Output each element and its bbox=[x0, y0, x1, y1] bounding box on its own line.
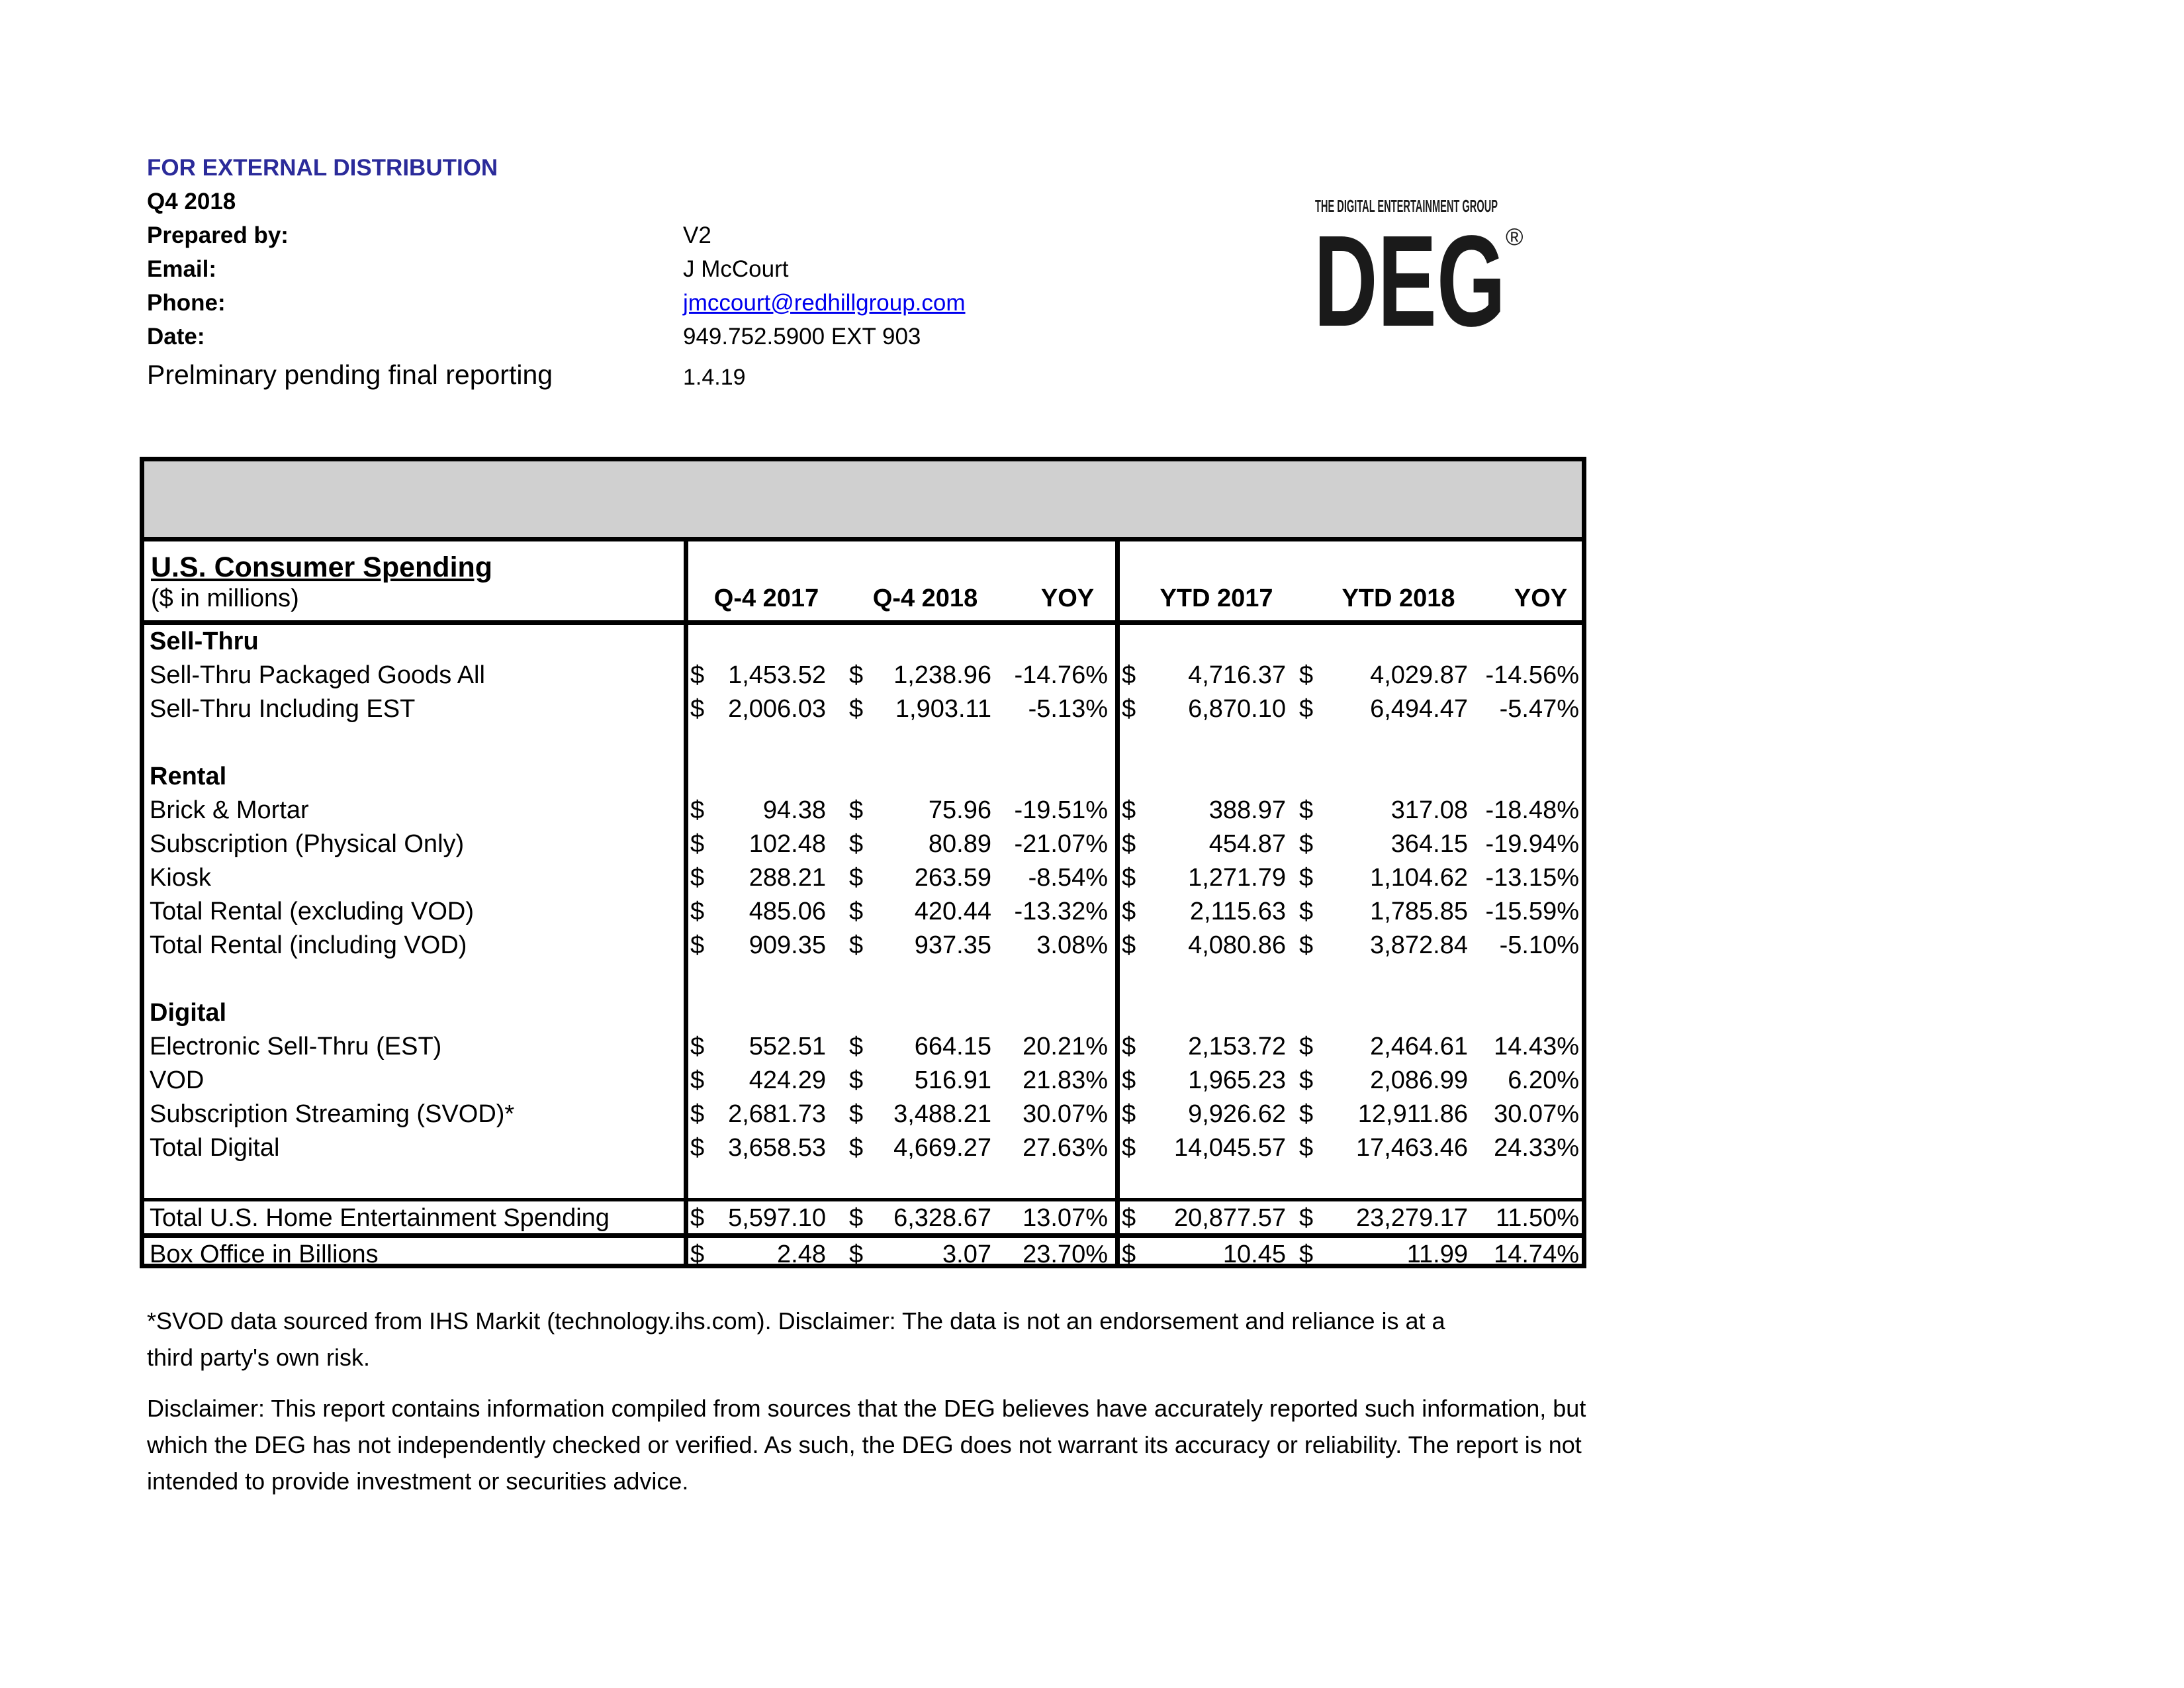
cell-yoy-ytd: 14.43% bbox=[1494, 1033, 1579, 1060]
currency-symbol: $ bbox=[849, 1204, 864, 1232]
cell-q2018: 1,903.11 bbox=[895, 695, 991, 723]
col-header-yoy-q: YOY bbox=[1040, 585, 1095, 612]
cell-yoy-ytd: -15.59% bbox=[1485, 898, 1579, 925]
cell-ytd2018: 23,279.17 bbox=[1355, 1204, 1468, 1232]
cell-q2018: 516.91 bbox=[914, 1066, 991, 1094]
currency-symbol: $ bbox=[1122, 1204, 1136, 1232]
table-row bbox=[144, 929, 1582, 962]
date-label: Date: bbox=[147, 324, 205, 350]
currency-symbol: $ bbox=[1299, 898, 1314, 925]
currency-symbol: $ bbox=[690, 931, 705, 959]
currency-symbol: $ bbox=[690, 898, 705, 925]
table-row bbox=[144, 1064, 1582, 1098]
section-label: Digital bbox=[150, 999, 227, 1027]
row-label: Kiosk bbox=[150, 864, 211, 892]
cell-yoy-ytd: -19.94% bbox=[1485, 830, 1579, 858]
date-value: 949.752.5900 EXT 903 bbox=[683, 324, 921, 350]
cell-q2018: 937.35 bbox=[914, 931, 991, 959]
currency-symbol: $ bbox=[1299, 1134, 1314, 1162]
cell-yoy-q: 3.08% bbox=[1036, 931, 1108, 959]
quarter-label: Q4 2018 bbox=[147, 189, 236, 214]
cell-q2017: 424.29 bbox=[749, 1066, 826, 1094]
svod-note bbox=[147, 1303, 1445, 1376]
currency-symbol: $ bbox=[690, 796, 705, 824]
row-label: Electronic Sell-Thru (EST) bbox=[150, 1033, 442, 1060]
disclaimer-line3: intended to provide investment or securities advice. bbox=[147, 1468, 689, 1495]
row-label: Subscription (Physical Only) bbox=[150, 830, 465, 858]
col-header-ytd2018: YTD 2018 bbox=[1342, 585, 1455, 612]
row-label: Brick & Mortar bbox=[150, 796, 309, 824]
cell-q2017: 3,658.53 bbox=[728, 1134, 826, 1162]
disclaimer-line1: Disclaimer: This report contains information compiled from sources that the DEG believes have accurately reported such information, but bbox=[147, 1395, 1586, 1422]
currency-symbol: $ bbox=[1299, 1100, 1314, 1128]
currency-symbol: $ bbox=[690, 1134, 705, 1162]
cell-yoy-ytd: 24.33% bbox=[1494, 1134, 1579, 1162]
col-header-q2017: Q-4 2017 bbox=[713, 585, 819, 612]
email-value: J McCourt bbox=[683, 256, 789, 282]
row-label: Total Rental (excluding VOD) bbox=[150, 898, 474, 925]
cell-ytd2018: 1,104.62 bbox=[1370, 864, 1468, 892]
cell-q2017: 2.48 bbox=[777, 1241, 826, 1268]
deg-logo-graphic bbox=[1314, 193, 1525, 332]
currency-symbol: $ bbox=[690, 1033, 705, 1060]
table-row bbox=[144, 895, 1582, 929]
currency-symbol: $ bbox=[690, 864, 705, 892]
cell-q2018: 263.59 bbox=[914, 864, 991, 892]
cell-ytd2018: 11.99 bbox=[1406, 1241, 1468, 1268]
cell-ytd2017: 10.45 bbox=[1222, 1241, 1286, 1268]
totals-mid-divider bbox=[144, 1233, 1582, 1238]
currency-symbol: $ bbox=[1122, 1134, 1136, 1162]
currency-symbol: $ bbox=[1299, 1241, 1314, 1268]
currency-symbol: $ bbox=[1122, 661, 1136, 689]
table-row bbox=[144, 827, 1582, 861]
cell-q2018: 3.07 bbox=[942, 1241, 991, 1268]
cell-q2018: 3,488.21 bbox=[893, 1100, 991, 1128]
cell-yoy-ytd: -5.47% bbox=[1499, 695, 1579, 723]
currency-symbol: $ bbox=[1122, 898, 1136, 925]
cell-ytd2017: 6,870.10 bbox=[1188, 695, 1286, 723]
row-label: Total Rental (including VOD) bbox=[150, 931, 467, 959]
email-link[interactable]: jmccourt@redhillgroup.com bbox=[683, 290, 966, 316]
table-row bbox=[144, 861, 1582, 895]
cell-ytd2017: 4,080.86 bbox=[1188, 931, 1286, 959]
cell-q2017: 485.06 bbox=[749, 898, 826, 925]
cell-yoy-q: 21.83% bbox=[1023, 1066, 1108, 1094]
currency-symbol: $ bbox=[1299, 864, 1314, 892]
table-row bbox=[144, 794, 1582, 827]
email-label: Email: bbox=[147, 256, 217, 282]
cell-ytd2018: 364.15 bbox=[1390, 830, 1468, 858]
cell-ytd2017: 9,926.62 bbox=[1188, 1100, 1286, 1128]
currency-symbol: $ bbox=[849, 931, 864, 959]
currency-symbol: $ bbox=[1122, 830, 1136, 858]
cell-q2018: 6,328.67 bbox=[893, 1204, 991, 1232]
cell-yoy-q: 27.63% bbox=[1023, 1134, 1108, 1162]
disclaimer bbox=[147, 1390, 1586, 1499]
currency-symbol: $ bbox=[1299, 931, 1314, 959]
consumer-spending-table bbox=[140, 457, 1586, 1268]
cell-yoy-ytd: -5.10% bbox=[1499, 931, 1579, 959]
phone-label: Phone: bbox=[147, 290, 226, 316]
cell-yoy-q: 13.07% bbox=[1023, 1204, 1108, 1232]
cell-ytd2018: 4,029.87 bbox=[1370, 661, 1468, 689]
cell-ytd2018: 12,911.86 bbox=[1357, 1100, 1468, 1128]
cell-yoy-ytd: -14.56% bbox=[1485, 661, 1579, 689]
section-heading-row bbox=[144, 996, 1582, 1030]
currency-symbol: $ bbox=[1299, 1066, 1314, 1094]
cell-q2018: 1,238.96 bbox=[893, 661, 991, 689]
table-subtitle: ($ in millions) bbox=[151, 585, 299, 612]
currency-symbol: $ bbox=[849, 898, 864, 925]
col-header-q2018: Q-4 2018 bbox=[872, 585, 978, 612]
row-label: VOD bbox=[150, 1066, 205, 1094]
currency-symbol: $ bbox=[1299, 1033, 1314, 1060]
currency-symbol: $ bbox=[1299, 661, 1314, 689]
currency-symbol: $ bbox=[849, 796, 864, 824]
cell-yoy-ytd: -13.15% bbox=[1485, 864, 1579, 892]
currency-symbol: $ bbox=[1299, 1204, 1314, 1232]
currency-symbol: $ bbox=[1122, 931, 1136, 959]
currency-symbol: $ bbox=[849, 1241, 864, 1268]
col-header-ytd2017: YTD 2017 bbox=[1160, 585, 1273, 612]
currency-symbol: $ bbox=[1122, 1241, 1136, 1268]
currency-symbol: $ bbox=[849, 1066, 864, 1094]
spacer-row bbox=[144, 962, 1582, 996]
cell-q2017: 1,453.52 bbox=[728, 661, 826, 689]
cell-ytd2018: 17,463.46 bbox=[1355, 1134, 1468, 1162]
cell-q2018: 420.44 bbox=[914, 898, 991, 925]
currency-symbol: $ bbox=[690, 695, 705, 723]
cell-ytd2017: 4,716.37 bbox=[1188, 661, 1286, 689]
cell-ytd2017: 2,153.72 bbox=[1188, 1033, 1286, 1060]
deg-logo bbox=[1314, 193, 1525, 332]
cell-q2017: 288.21 bbox=[749, 864, 826, 892]
cell-ytd2018: 2,086.99 bbox=[1370, 1066, 1468, 1094]
cell-yoy-ytd: -18.48% bbox=[1485, 796, 1579, 824]
cell-ytd2017: 1,965.23 bbox=[1188, 1066, 1286, 1094]
section-heading-row bbox=[144, 625, 1582, 659]
cell-q2018: 664.15 bbox=[914, 1033, 991, 1060]
header-divider bbox=[144, 620, 1582, 625]
cell-q2017: 5,597.10 bbox=[728, 1204, 826, 1232]
logo-tagline: THE DIGITAL ENTERTAINMENT GROUP bbox=[1315, 196, 1498, 216]
svod-note-line1: *SVOD data sourced from IHS Markit (technology.ihs.com). Disclaimer: The data is not an endorsement and reliance is at a bbox=[147, 1307, 1445, 1335]
cell-yoy-q: 30.07% bbox=[1023, 1100, 1108, 1128]
currency-symbol: $ bbox=[1122, 1033, 1136, 1060]
currency-symbol: $ bbox=[690, 830, 705, 858]
totals-top-divider bbox=[144, 1198, 1582, 1201]
currency-symbol: $ bbox=[1299, 830, 1314, 858]
currency-symbol: $ bbox=[849, 661, 864, 689]
col-header-yoy-ytd: YOY bbox=[1514, 585, 1568, 612]
distribution-label: FOR EXTERNAL DISTRIBUTION bbox=[147, 155, 498, 181]
cell-ytd2018: 6,494.47 bbox=[1370, 695, 1468, 723]
currency-symbol: $ bbox=[1122, 695, 1136, 723]
currency-symbol: $ bbox=[690, 1100, 705, 1128]
currency-symbol: $ bbox=[690, 1066, 705, 1094]
cell-yoy-ytd: 11.50% bbox=[1495, 1204, 1579, 1232]
cell-q2017: 909.35 bbox=[749, 931, 826, 959]
cell-ytd2017: 454.87 bbox=[1208, 830, 1286, 858]
currency-symbol: $ bbox=[1122, 1100, 1136, 1128]
cell-ytd2017: 1,271.79 bbox=[1188, 864, 1286, 892]
cell-yoy-q: -5.13% bbox=[1028, 695, 1108, 723]
cell-yoy-q: -13.32% bbox=[1014, 898, 1108, 925]
currency-symbol: $ bbox=[690, 1241, 705, 1268]
prelim-value: 1.4.19 bbox=[683, 365, 746, 390]
cell-yoy-q: -14.76% bbox=[1014, 661, 1108, 689]
cell-yoy-q: 23.70% bbox=[1023, 1241, 1108, 1268]
currency-symbol: $ bbox=[849, 1100, 864, 1128]
currency-symbol: $ bbox=[690, 1204, 705, 1232]
currency-symbol: $ bbox=[849, 830, 864, 858]
table-row bbox=[144, 1201, 1582, 1235]
disclaimer-line2: which the DEG has not independently checked or verified. As such, the DEG does not warrant its accuracy or reliability. The report is not bbox=[147, 1431, 1582, 1458]
prelim-label: Prelminary pending final reporting bbox=[147, 359, 553, 390]
cell-yoy-q: 20.21% bbox=[1023, 1033, 1108, 1060]
currency-symbol: $ bbox=[1299, 796, 1314, 824]
row-label: Sell-Thru Including EST bbox=[150, 695, 416, 723]
cell-yoy-q: -19.51% bbox=[1014, 796, 1108, 824]
row-label: Box Office in Billions bbox=[150, 1241, 379, 1268]
currency-symbol: $ bbox=[849, 695, 864, 723]
currency-symbol: $ bbox=[849, 1033, 864, 1060]
registered-mark: ® bbox=[1506, 223, 1524, 250]
cell-q2017: 94.38 bbox=[762, 796, 826, 824]
cell-ytd2018: 317.08 bbox=[1390, 796, 1468, 824]
cell-q2017: 552.51 bbox=[749, 1033, 826, 1060]
table-row bbox=[144, 1238, 1582, 1272]
cell-ytd2018: 1,785.85 bbox=[1370, 898, 1468, 925]
table-row bbox=[144, 1030, 1582, 1064]
cell-ytd2017: 388.97 bbox=[1208, 796, 1286, 824]
cell-yoy-ytd: 14.74% bbox=[1494, 1241, 1579, 1268]
cell-q2017: 102.48 bbox=[749, 830, 826, 858]
table-header-band bbox=[144, 461, 1582, 541]
currency-symbol: $ bbox=[1299, 695, 1314, 723]
currency-symbol: $ bbox=[849, 1134, 864, 1162]
prepared-by-label: Prepared by: bbox=[147, 222, 289, 248]
table-title: U.S. Consumer Spending bbox=[151, 551, 493, 583]
spacer-row bbox=[144, 726, 1582, 760]
cell-q2018: 80.89 bbox=[928, 830, 991, 858]
row-label: Total U.S. Home Entertainment Spending bbox=[150, 1204, 610, 1232]
cell-ytd2018: 3,872.84 bbox=[1370, 931, 1468, 959]
cell-ytd2017: 14,045.57 bbox=[1173, 1134, 1286, 1162]
table-row bbox=[144, 692, 1582, 726]
currency-symbol: $ bbox=[849, 864, 864, 892]
cell-ytd2017: 20,877.57 bbox=[1173, 1204, 1286, 1232]
table-row bbox=[144, 1098, 1582, 1131]
currency-symbol: $ bbox=[1122, 864, 1136, 892]
currency-symbol: $ bbox=[1122, 796, 1136, 824]
section-label: Sell-Thru bbox=[150, 628, 259, 655]
currency-symbol: $ bbox=[690, 661, 705, 689]
cell-yoy-ytd: 6.20% bbox=[1508, 1066, 1579, 1094]
table-row bbox=[144, 1131, 1582, 1165]
cell-ytd2018: 2,464.61 bbox=[1370, 1033, 1468, 1060]
cell-q2018: 4,669.27 bbox=[893, 1134, 991, 1162]
cell-yoy-q: -21.07% bbox=[1014, 830, 1108, 858]
row-label: Subscription Streaming (SVOD)* bbox=[150, 1100, 515, 1128]
section-label: Rental bbox=[150, 763, 227, 790]
section-heading-row bbox=[144, 760, 1582, 794]
row-label: Sell-Thru Packaged Goods All bbox=[150, 661, 485, 689]
cell-yoy-q: -8.54% bbox=[1028, 864, 1108, 892]
cell-q2017: 2,006.03 bbox=[728, 695, 826, 723]
cell-yoy-ytd: 30.07% bbox=[1494, 1100, 1579, 1128]
currency-symbol: $ bbox=[1122, 1066, 1136, 1094]
prepared-by-value: V2 bbox=[683, 222, 711, 248]
row-label: Total Digital bbox=[150, 1134, 280, 1162]
cell-q2018: 75.96 bbox=[928, 796, 991, 824]
svod-note-line2: third party's own risk. bbox=[147, 1344, 370, 1371]
cell-ytd2017: 2,115.63 bbox=[1189, 898, 1286, 925]
logo-mark: DEG bbox=[1314, 209, 1506, 332]
table-row bbox=[144, 659, 1582, 692]
cell-q2017: 2,681.73 bbox=[728, 1100, 826, 1128]
